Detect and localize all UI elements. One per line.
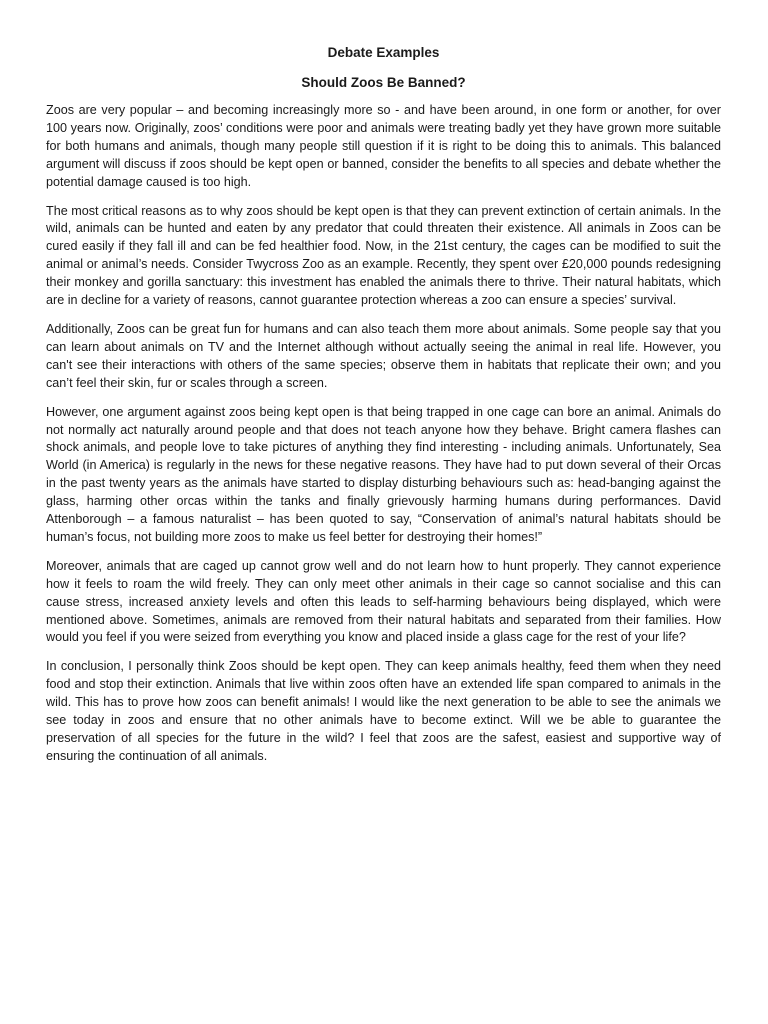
document-page: [46, 44, 721, 777]
document-heading: Debate Examples: [327, 45, 440, 60]
paragraph-extinction: The most critical reasons as to why zoos should be kept open is that they can prevent extinction of certain animals. In the wild, animals can be hunted and eaten by any predator that could threaten their existence. All animals in Zoos can be cured easily if they fall ill and can be fed healthier food. Now, in the 21st century, the cages can be modified to suit the animal or animal’s needs. Consider Twycross Zoo as an example. Recently, they spent over £20,000 pounds redesigning their monkey and gorilla sanctuary: this investment has enabled the animals there to thrive. Their natural habitats, which are in decline for a variety of reasons, cannot guarantee protection whereas a zoo can ensure a species’ survival.: [46, 203, 721, 308]
paragraph-introduction: Zoos are very popular – and becoming increasingly more so - and have been around, in one form or another, for over 100 years now. Originally, zoos’ conditions were poor and animals were treating badly yet they have grown more suitable for both humans and animals, though many people still question if it is right to be doing this to animals. This balanced argument will discuss if zoos should be kept open or banned, consider the benefits to all species and debate whether the potential damage caused is too high.: [46, 103, 721, 189]
document-title: Should Zoos Be Banned?: [301, 75, 466, 90]
paragraph-against-caging: Moreover, animals that are caged up cannot grow well and do not learn how to hunt properly. They cannot experience how it feels to roam the wild freely. They can only meet other animals in their cage so cannot socialise and this can cause stress, increased anxiety levels and often this leads to self-harming behaviours being displayed, which were mentioned above. Sometimes, animals are removed from their natural habitats and separated from their families. How would you feel if you were seized from everything you know and placed inside a glass cage for the rest of your life?: [46, 558, 721, 645]
paragraph-against-boredom: However, one argument against zoos being kept open is that being trapped in one cage can bore an animal. Animals do not normally act naturally around people and that does not teach anyone how they behave. Bright camera flashes can shock animals, and people love to take pictures of anything they find interesting - including animals. Unfortunately, Sea World (in America) is regularly in the news for these negative reasons. They have had to put down several of their Orcas in the past twenty years as the animals have started to display disturbing behaviours such as: head-banging against the glass, harming other orcas within the tanks and finally grievously harming humans during performances. David Attenborough – a famous naturalist – has been quoted to say, “Conservation of animal’s natural habitats should be human’s focus, not building more zoos to make us feel better for destroying their homes!”: [46, 404, 721, 544]
paragraph-education: Additionally, Zoos can be great fun for humans and can also teach them more about animals. Some people say that you can learn about animals on TV and the Internet although without actually seeing the animal in real life. However, you can't see their interactions with others of the same species; observe them in habitats that replicate their own; and you can’t feel their skin, fur or scales through a screen.: [46, 321, 721, 390]
paragraph-conclusion: In conclusion, I personally think Zoos should be kept open. They can keep animals healthy, feed them when they need food and stop their extinction. Animals that live within zoos often have an extended life span compared to animals in the wild. This has to prove how zoos can benefit animals! I would like the next generation to be able to see the animals we see today in zoos and ensure that no other animals have to become extinct. Will we be able to guarantee the preservation of all species for the future in the wild? I feel that zoos are the safest, easiest and supportive way of ensuring the continuation of all animals.: [46, 659, 721, 763]
